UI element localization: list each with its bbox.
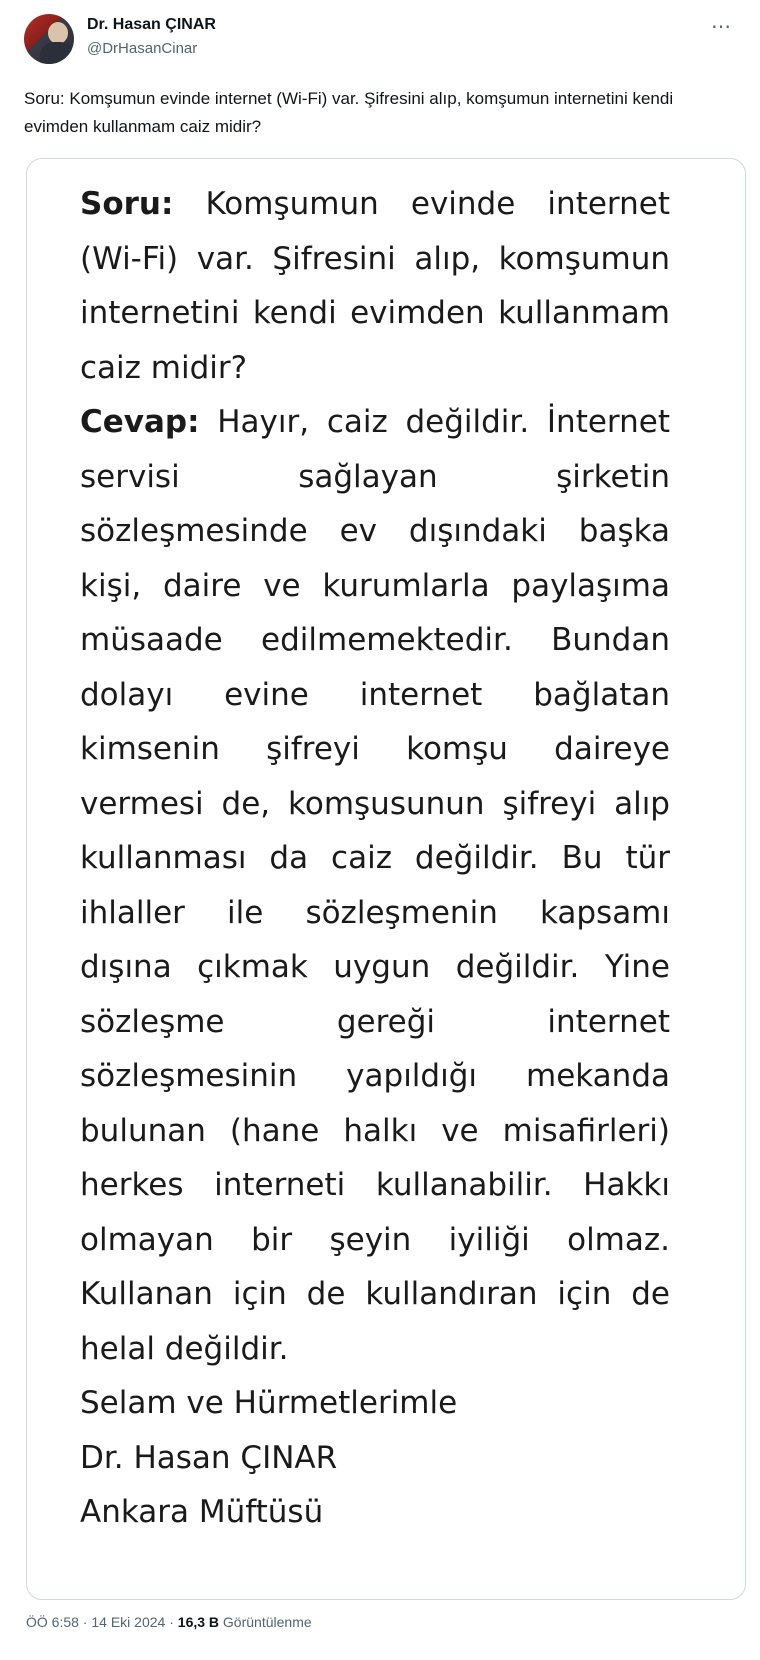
- tweet-image[interactable]: [26, 158, 746, 1600]
- closing-line: Selam ve Hürmetlerimle: [80, 1385, 458, 1421]
- author-name[interactable]: Dr. Hasan ÇINAR: [87, 16, 216, 33]
- question-label: Soru:: [80, 186, 174, 222]
- question-body: Komşumun evinde internet (Wi-Fi) var. Şifresini alıp, komşumun internetini kendi evimden kullanmam caiz midir?: [80, 186, 670, 386]
- views-label: Görüntülenme: [219, 1614, 312, 1630]
- avatar-head: [48, 22, 68, 44]
- answer-paragraph: [80, 395, 670, 1376]
- tweet-text: Soru: Komşumun evinde internet (Wi-Fi) var. Şifresini alıp, komşumun internetini kendi evimden kullanmam caiz midir?: [24, 89, 674, 136]
- views-count: 16,3 B: [177, 1614, 220, 1630]
- question-paragraph: [80, 177, 670, 395]
- meta-separator: ·: [165, 1614, 178, 1630]
- image-text-block: [80, 177, 670, 1540]
- tweet-date[interactable]: 14 Eki 2024: [91, 1614, 166, 1630]
- avatar[interactable]: [24, 14, 74, 64]
- answer-body: Hayır, caiz değildir. İnternet servisi sağlayan şirketin sözleşmesinde ev dışındaki başka kişi, daire ve kurumlarla paylaşıma müsaade edilmemektedir. Bundan dolayı evine internet bağlatan kimsenin şifreyi komşu daireye vermesi de, komşusunun şifreyi alıp kullanması da caiz değildir. Bu tür ihlaller ile sözleşmenin kapsamı dışına çıkmak uygun değildir. Yine sözleşme gereği internet sözleşmesinin yapıldığı mekanda bulunan (hane halkı ve misafirleri) herkes interneti kullanabilir. Hakkı olmayan bir şeyin iyiliği olmaz. Kullanan için de kullandıran için de helal değildir.: [80, 404, 670, 1367]
- tweet-time[interactable]: ÖÖ 6:58: [26, 1614, 79, 1630]
- avatar-body: [40, 42, 74, 64]
- author-handle[interactable]: @DrHasanCinar: [87, 40, 198, 57]
- signature-name: Dr. Hasan ÇINAR: [80, 1439, 338, 1476]
- answer-label: Cevap:: [80, 404, 200, 440]
- tweet-meta: [26, 1614, 312, 1630]
- meta-separator: ·: [78, 1614, 92, 1630]
- signature-title: Ankara Müftüsü: [80, 1494, 324, 1530]
- more-options-icon[interactable]: ⋯: [711, 16, 732, 38]
